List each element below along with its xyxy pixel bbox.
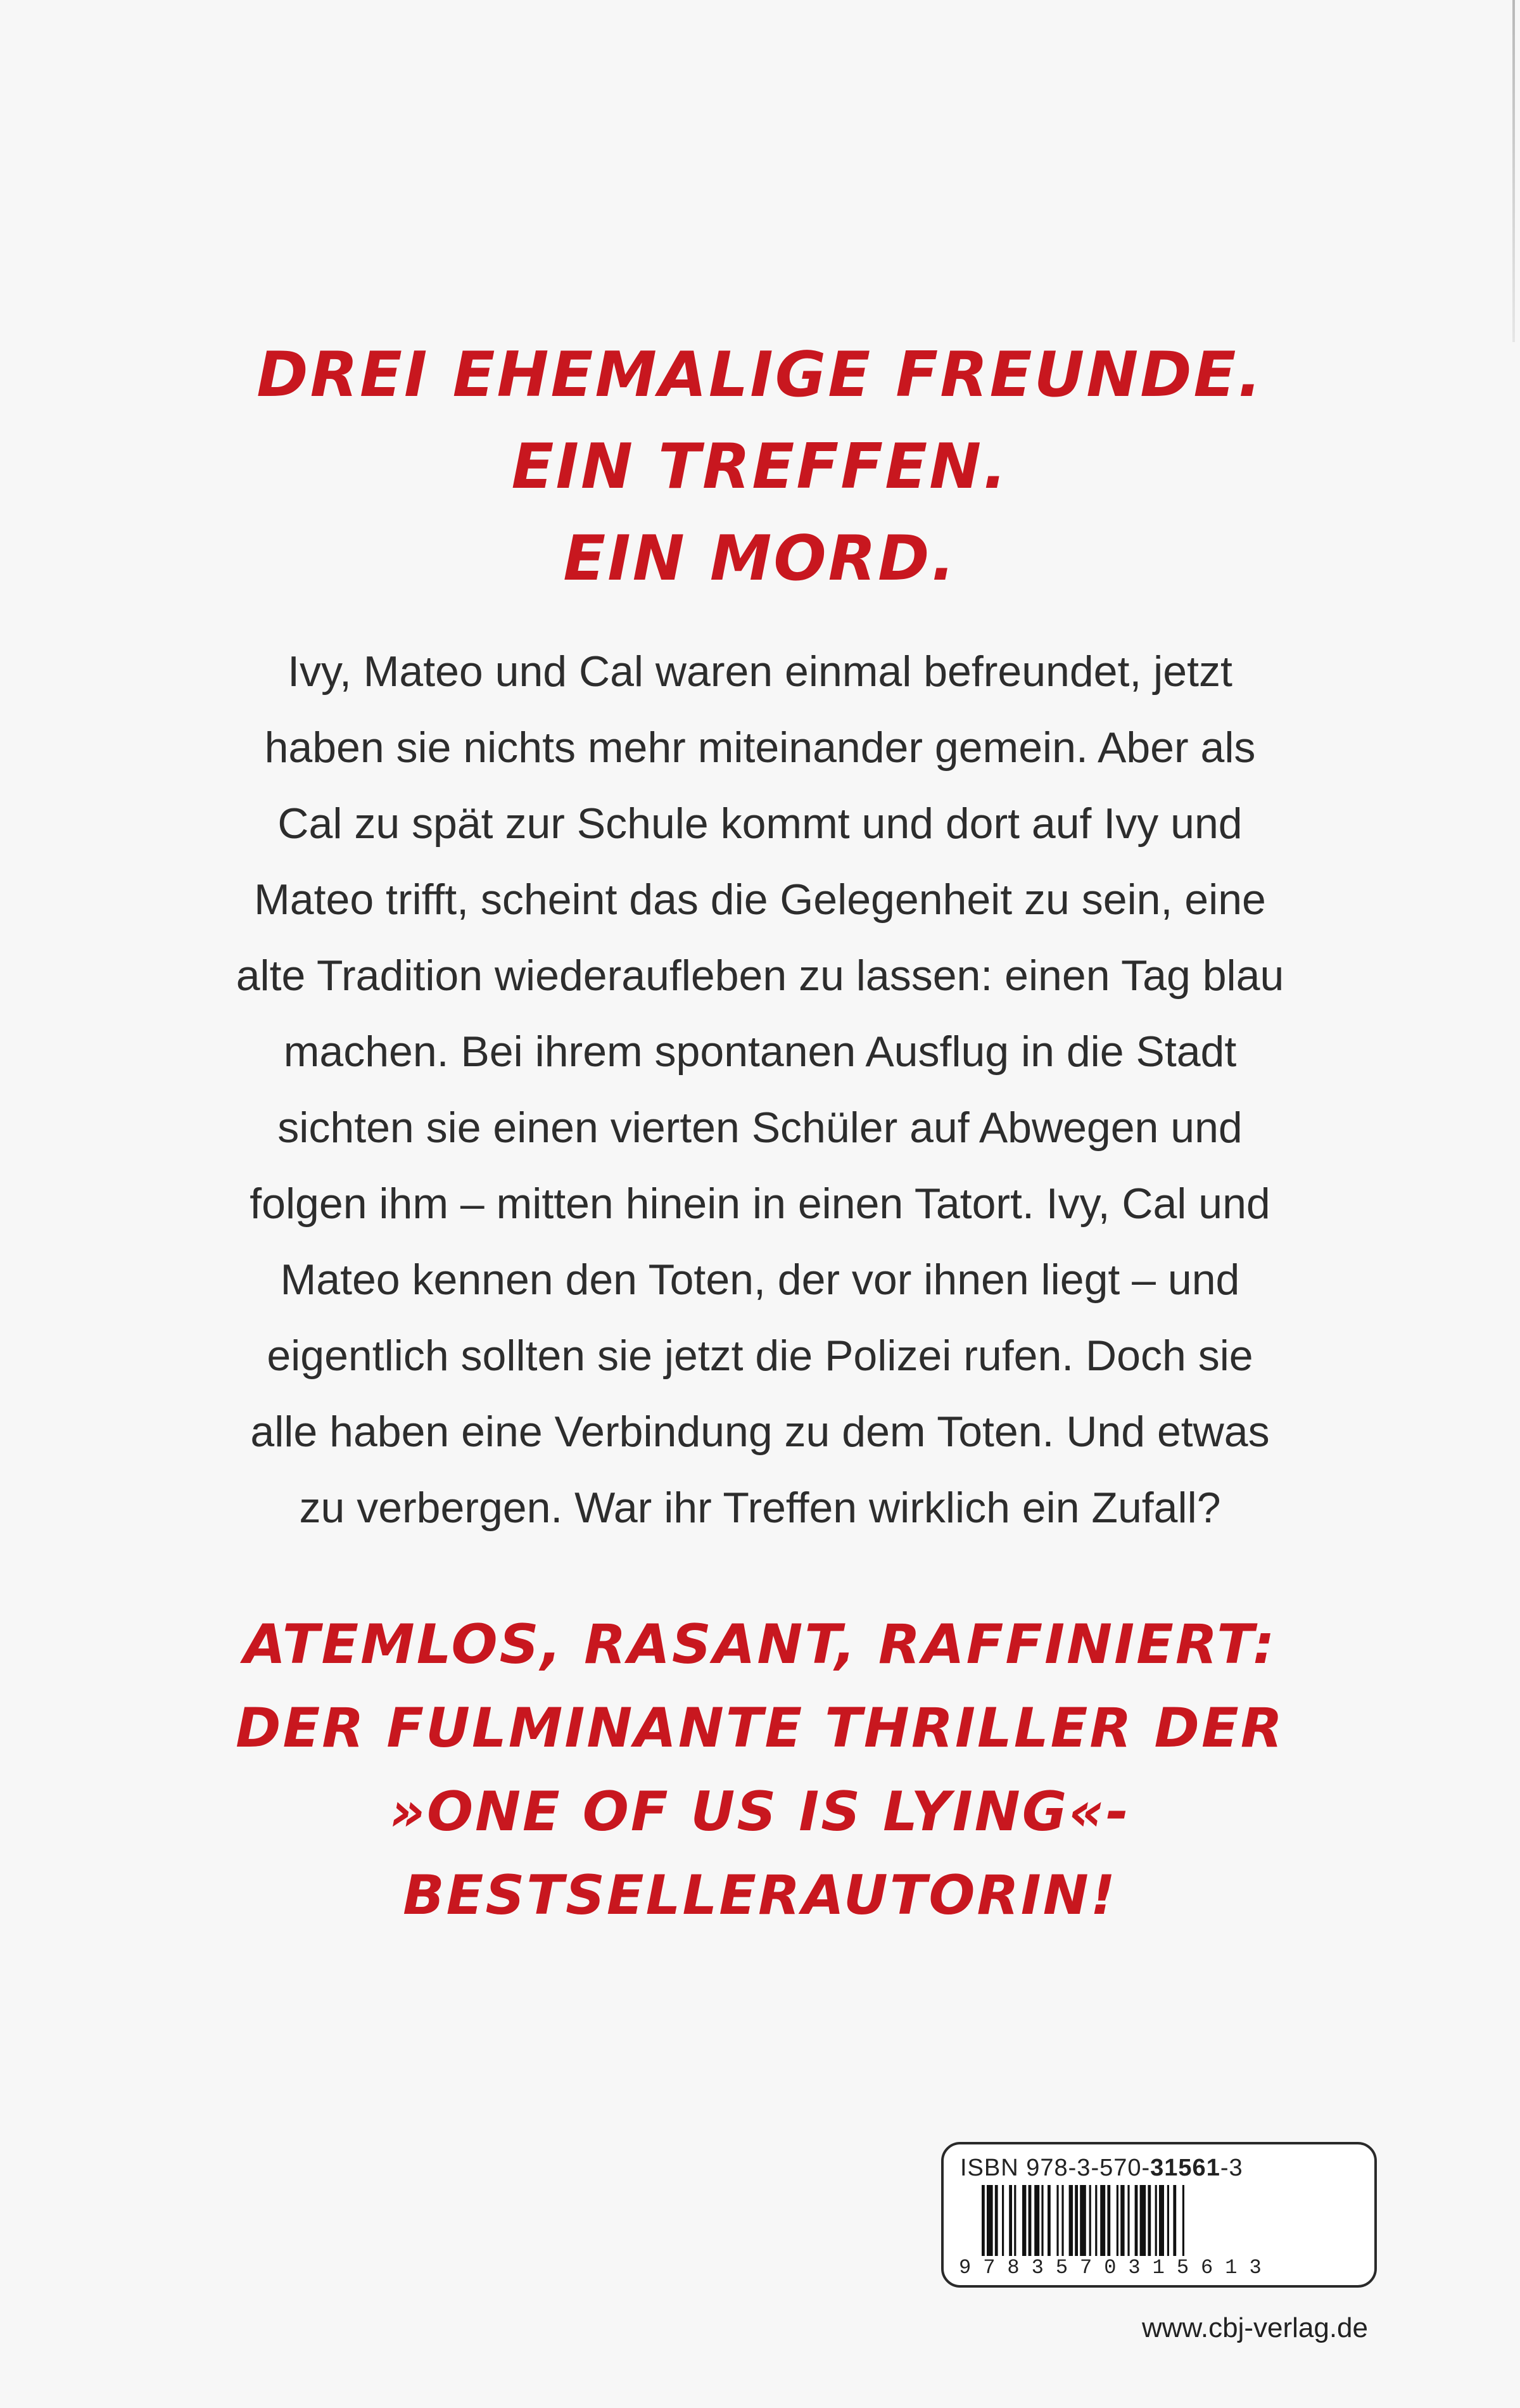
barcode-bar (1148, 2185, 1151, 2256)
barcode-bar (1034, 2185, 1039, 2256)
tagline-line: BESTSELLERAUTORIN! (403, 1864, 1117, 1927)
tagline-line: DER FULMINANTE THRILLER DER (236, 1697, 1284, 1760)
barcode-bar (987, 2185, 993, 2256)
barcode-bar (1095, 2185, 1097, 2256)
isbn-label (960, 2155, 1243, 2182)
barcode-bar (1089, 2185, 1091, 2256)
barcode-bar (1041, 2185, 1043, 2256)
barcode-bar (1127, 2185, 1129, 2256)
headline-line: DREI EHEMALIGE FREUNDE. (256, 339, 1264, 411)
blurb-line: zu verbergen. War ihr Treffen wirklich ein Zufall? (299, 1484, 1221, 1532)
publisher-website: www.cbj-verlag.de (1141, 2312, 1368, 2343)
barcode-bar (982, 2185, 985, 2256)
headline-line: EIN MORD. (563, 523, 957, 595)
isbn-bold: 31561 (1150, 2155, 1220, 2181)
headline-line: EIN TREFFEN. (511, 431, 1009, 503)
barcode-bar (1069, 2185, 1073, 2256)
barcode-bar (1173, 2185, 1176, 2256)
barcode-bar (1002, 2185, 1004, 2256)
barcode-bar (995, 2185, 998, 2256)
barcode-bar (1029, 2185, 1032, 2256)
barcode-number: 9783570315613 (959, 2256, 1274, 2279)
barcode-bar (1167, 2185, 1169, 2256)
tagline (0, 1603, 1520, 1937)
blurb-line: alte Tradition wiederaufleben zu lassen: einen Tag blau (236, 952, 1284, 1000)
barcode-box (941, 2142, 1377, 2288)
isbn-prefix: ISBN 978-3-570- (960, 2155, 1151, 2181)
tagline-line: ATEMLOS, RASANT, RAFFINIERT: (243, 1613, 1277, 1676)
barcode-bar (1100, 2185, 1105, 2256)
blurb-line: Cal zu spät zur Schule kommt und dort auf Ivy und (277, 799, 1243, 848)
barcode-bar (1135, 2185, 1138, 2256)
barcode-bar (1155, 2185, 1157, 2256)
blurb-line: Mateo trifft, scheint das die Gelegenheit zu sein, eine (254, 876, 1266, 924)
barcode-bar (1080, 2185, 1086, 2256)
barcode-bar (1056, 2185, 1058, 2256)
blurb-line: eigentlich sollten sie jetzt die Polizei rufen. Doch sie (267, 1332, 1253, 1380)
blurb-line: machen. Bei ihrem spontanen Ausflug in die Stadt (283, 1028, 1237, 1076)
barcode-bar (1009, 2185, 1012, 2256)
barcode-bar (1120, 2185, 1124, 2256)
blurb-line: Ivy, Mateo und Cal waren einmal befreundet, jetzt (288, 647, 1232, 696)
isbn-suffix: -3 (1220, 2155, 1243, 2181)
barcode-icon (982, 2185, 1349, 2256)
barcode-bar (1022, 2185, 1026, 2256)
cover-edge (1512, 0, 1515, 342)
blurb-line: Mateo kennen den Toten, der vor ihnen liegt – und (280, 1256, 1240, 1304)
barcode-bar (1182, 2185, 1184, 2256)
barcode-bar (1107, 2185, 1110, 2256)
barcode-bar (1048, 2185, 1051, 2256)
barcode-bar (1117, 2185, 1118, 2256)
headline-top (0, 329, 1520, 605)
tagline-line: »ONE OF US IS LYING«- (390, 1780, 1130, 1844)
blurb-line: haben sie nichts mehr miteinander gemein. Aber als (264, 723, 1256, 772)
barcode-bar (1159, 2185, 1164, 2256)
barcode-bar (1075, 2185, 1078, 2256)
blurb-line: sichten sie einen vierten Schüler auf Abwegen und (277, 1104, 1243, 1152)
barcode-bar (1061, 2185, 1063, 2256)
blurb-line: folgen ihm – mitten hinein in einen Tatort. Ivy, Cal und (250, 1180, 1270, 1228)
barcode-bar (1140, 2185, 1146, 2256)
blurb-line: alle haben eine Verbindung zu dem Toten. Und etwas (250, 1408, 1270, 1456)
barcode-bar (1014, 2185, 1016, 2256)
blurb-text (114, 634, 1406, 1546)
